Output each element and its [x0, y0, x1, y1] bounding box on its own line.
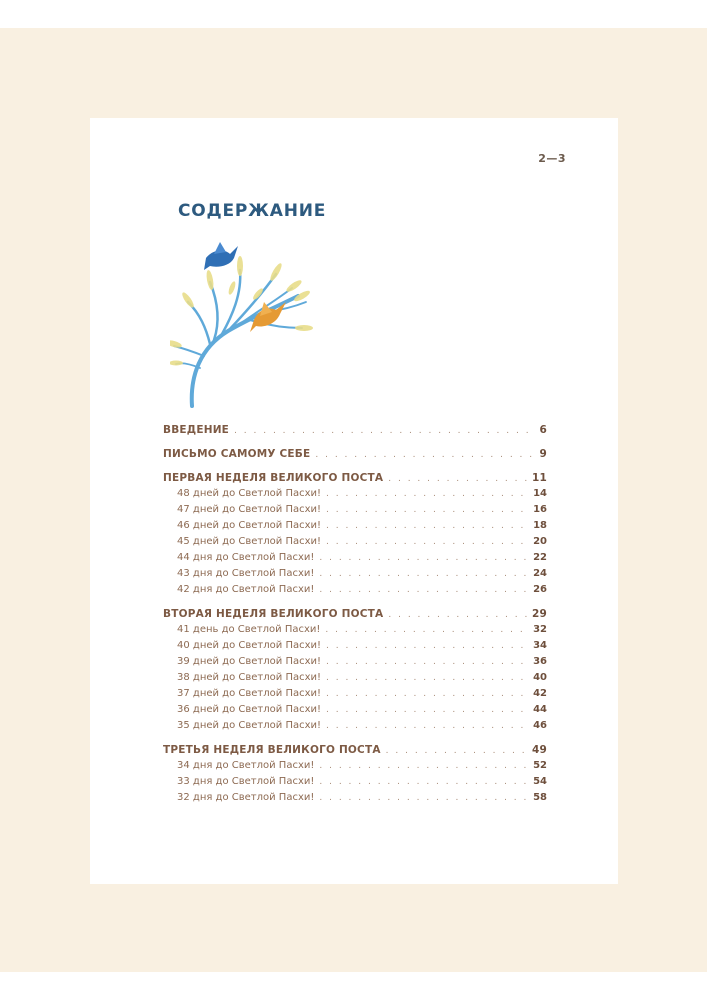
- toc-entry-page: 29: [531, 608, 547, 620]
- toc-leader-dots: [319, 566, 528, 582]
- toc-entry-label: ТРЕТЬЯ НЕДЕЛЯ ВЕЛИКОГО ПОСТА: [163, 744, 381, 756]
- toc-entry-page: 14: [533, 488, 547, 499]
- toc-subentry[interactable]: [163, 774, 547, 790]
- toc-entry-page: 16: [533, 504, 547, 515]
- toc-entry-label: 37 дней до Светлой Пасхи!: [177, 688, 322, 699]
- toc-entry-label: 34 дня до Светлой Пасхи!: [177, 760, 315, 771]
- toc-subentry[interactable]: [163, 654, 547, 670]
- toc-section-entry[interactable]: [163, 422, 547, 438]
- toc-subentry[interactable]: [163, 670, 547, 686]
- toc-leader-dots: [319, 550, 528, 566]
- toc-entry-label: 32 дня до Светлой Пасхи!: [177, 792, 315, 803]
- toc-entry-page: 9: [539, 448, 547, 460]
- toc-leader-dots: [325, 622, 528, 638]
- toc-entry-page: 11: [531, 472, 547, 484]
- table-of-contents: [163, 422, 547, 806]
- toc-entry-label: 33 дня до Светлой Пасхи!: [177, 776, 315, 787]
- toc-entry-label: ПИСЬМО САМОМУ СЕБЕ: [163, 448, 311, 460]
- toc-entry-page: 36: [533, 656, 547, 667]
- toc-title: СОДЕРЖАНИЕ: [178, 201, 327, 221]
- toc-entry-page: 52: [533, 760, 547, 771]
- blue-bird-icon: [204, 242, 238, 270]
- wheat-icon: [170, 256, 313, 366]
- toc-entry-page: 49: [531, 744, 547, 756]
- toc-section-entry[interactable]: [163, 470, 547, 486]
- toc-entry-page: 46: [533, 720, 547, 731]
- toc-entry-label: 42 дня до Светлой Пасхи!: [177, 584, 315, 595]
- toc-entry-page: 42: [533, 688, 547, 699]
- toc-entry-page: 24: [533, 568, 547, 579]
- toc-leader-dots: [326, 502, 528, 518]
- toc-entry-label: 45 дней до Светлой Пасхи!: [177, 536, 322, 547]
- toc-section-entry[interactable]: [163, 446, 547, 462]
- toc-subentry[interactable]: [163, 638, 547, 654]
- toc-entry-label: ВВЕДЕНИЕ: [163, 424, 230, 436]
- toc-entry-page: 18: [533, 520, 547, 531]
- toc-subentry[interactable]: [163, 534, 547, 550]
- toc-entry-page: 40: [533, 672, 547, 683]
- page-number: 2—3: [538, 152, 566, 165]
- toc-entry-page: 6: [539, 424, 547, 436]
- toc-subentry[interactable]: [163, 622, 547, 638]
- toc-entry-page: 20: [533, 536, 547, 547]
- toc-leader-dots: [326, 686, 528, 702]
- toc-entry-page: 54: [533, 776, 547, 787]
- toc-entry-label: 36 дней до Светлой Пасхи!: [177, 704, 322, 715]
- toc-entry-page: 32: [533, 624, 547, 635]
- toc-leader-dots: [315, 447, 534, 463]
- toc-leader-dots: [386, 743, 527, 759]
- toc-section-entry[interactable]: [163, 742, 547, 758]
- toc-leader-dots: [319, 790, 528, 806]
- toc-subentry[interactable]: [163, 790, 547, 806]
- toc-leader-dots: [326, 702, 528, 718]
- book-page: [90, 118, 618, 884]
- toc-entry-label: ПЕРВАЯ НЕДЕЛЯ ВЕЛИКОГО ПОСТА: [163, 472, 384, 484]
- toc-entry-label: 38 дней до Светлой Пасхи!: [177, 672, 322, 683]
- toc-entry-page: 58: [533, 792, 547, 803]
- toc-leader-dots: [234, 423, 534, 439]
- branch-icon: [174, 270, 306, 406]
- toc-leader-dots: [326, 654, 528, 670]
- branch-illustration: [170, 236, 330, 408]
- toc-subentry[interactable]: [163, 758, 547, 774]
- toc-leader-dots: [326, 486, 528, 502]
- toc-section-entry[interactable]: [163, 606, 547, 622]
- toc-subentry[interactable]: [163, 718, 547, 734]
- toc-subentry[interactable]: [163, 566, 547, 582]
- toc-leader-dots: [388, 607, 527, 623]
- toc-leader-dots: [326, 638, 528, 654]
- toc-entry-page: 22: [533, 552, 547, 563]
- toc-subentry[interactable]: [163, 582, 547, 598]
- toc-entry-label: 43 дня до Светлой Пасхи!: [177, 568, 315, 579]
- toc-entry-label: 48 дней до Светлой Пасхи!: [177, 488, 322, 499]
- toc-entry-page: 26: [533, 584, 547, 595]
- toc-entry-label: 35 дней до Светлой Пасхи!: [177, 720, 322, 731]
- toc-entry-label: 41 день до Светлой Пасхи!: [177, 624, 321, 635]
- toc-leader-dots: [319, 758, 528, 774]
- toc-entry-label: ВТОРАЯ НЕДЕЛЯ ВЕЛИКОГО ПОСТА: [163, 608, 384, 620]
- toc-subentry[interactable]: [163, 686, 547, 702]
- toc-entry-label: 47 дней до Светлой Пасхи!: [177, 504, 322, 515]
- toc-entry-page: 44: [533, 704, 547, 715]
- toc-leader-dots: [319, 774, 528, 790]
- toc-entry-label: 39 дней до Светлой Пасхи!: [177, 656, 322, 667]
- toc-subentry[interactable]: [163, 486, 547, 502]
- toc-leader-dots: [326, 670, 528, 686]
- toc-leader-dots: [319, 582, 528, 598]
- toc-leader-dots: [326, 518, 528, 534]
- toc-entry-label: 40 дней до Светлой Пасхи!: [177, 640, 322, 651]
- toc-subentry[interactable]: [163, 502, 547, 518]
- toc-subentry[interactable]: [163, 702, 547, 718]
- toc-subentry[interactable]: [163, 550, 547, 566]
- toc-subentry[interactable]: [163, 518, 547, 534]
- toc-leader-dots: [326, 718, 528, 734]
- toc-leader-dots: [388, 471, 527, 487]
- toc-entry-label: 46 дней до Светлой Пасхи!: [177, 520, 322, 531]
- toc-entry-page: 34: [533, 640, 547, 651]
- toc-entry-label: 44 дня до Светлой Пасхи!: [177, 552, 315, 563]
- toc-leader-dots: [326, 534, 528, 550]
